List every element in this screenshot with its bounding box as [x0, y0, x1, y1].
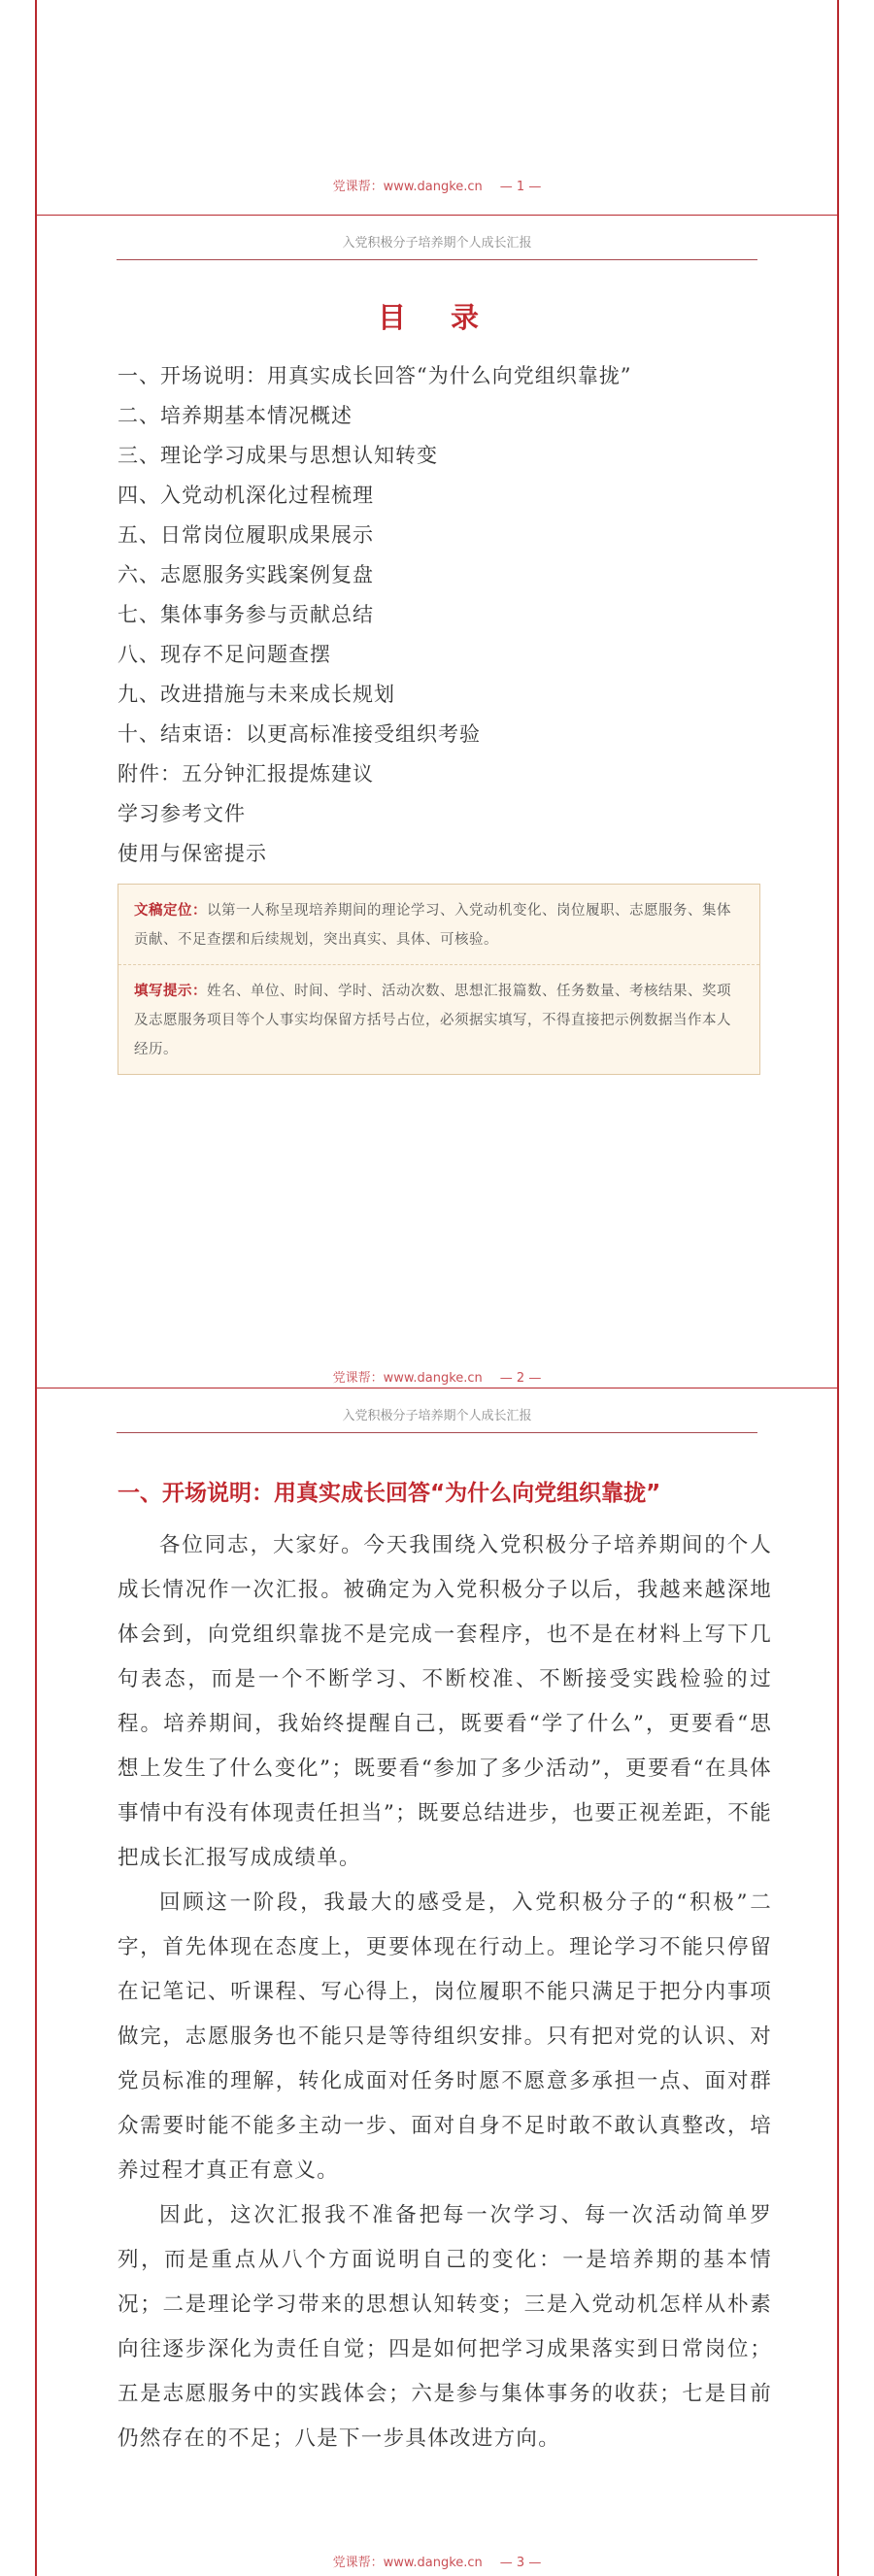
page-2	[35, 216, 839, 1388]
toc-item[interactable]: 一、开场说明：用真实成长回答“为什么向党组织靠拢”	[118, 364, 632, 387]
note-label: 填写提示：	[134, 983, 207, 999]
toc-item[interactable]: 六、志愿服务实践案例复盘	[118, 563, 374, 586]
page-footer	[37, 176, 837, 194]
page-footer	[37, 1367, 837, 1386]
section-title: 一、开场说明：用真实成长回答“为什么向党组织靠拢”	[118, 1481, 661, 1506]
note-text: 以第一人称呈现培养期间的理论学习、入党动机变化、岗位履职、志愿服务、集体贡献、不足查摆和后续规划，突出真实、具体、可核验。	[134, 903, 731, 948]
page-footer	[37, 2552, 837, 2570]
note-box	[118, 884, 760, 1075]
section-body	[118, 1523, 772, 2461]
page-number: — 2 —	[499, 1371, 542, 1386]
footer-site: 党课帮：www.dangke.cn	[332, 2556, 483, 2570]
toc-item[interactable]: 二、培养期基本情况概述	[118, 404, 353, 427]
toc-item[interactable]: 附件：五分钟汇报提炼建议	[118, 762, 374, 786]
toc-title: 目 录	[377, 301, 497, 334]
toc-item[interactable]: 学习参考文件	[118, 802, 246, 825]
note-label: 文稿定位：	[134, 902, 207, 919]
paragraph: 因此，这次汇报我不准备把每一次学习、每一次活动简单罗列，而是重点从八个方面说明自己的变化：一是培养期的基本情况；二是理论学习带来的思想认知转变；三是入党动机怎样从朴素向往逐步深化为责任自觉；四是如何把学习成果落实到日常岗位；五是志愿服务中的实践体会；六是参与集体事务的收获；七是目前仍然存在的不足；八是下一步具体改进方向。	[118, 2203, 772, 2451]
toc-item[interactable]: 四、入党动机深化过程梳理	[118, 484, 374, 507]
toc-item[interactable]: 五、日常岗位履职成果展示	[118, 523, 374, 547]
paragraph: 回顾这一阶段，我最大的感受是，入党积极分子的“积极”二字，首先体现在态度上，更要体现在行动上。理论学习不能只停留在记笔记、听课程、写心得上，岗位履职不能只满足于把分内事项做完，志愿服务也不能只是等待组织安排。只有把对党的认识、对党员标准的理解，转化成面对任务时愿不愿意多承担一点、面对群众需要时能不能多主动一步、面对自身不足时敢不敢认真整改，培养过程才真正有意义。	[118, 1890, 772, 2183]
toc-item[interactable]: 七、集体事务参与贡献总结	[118, 603, 374, 626]
toc-item[interactable]: 十、结束语：以更高标准接受组织考验	[118, 722, 481, 746]
footer-site: 党课帮：www.dangke.cn	[332, 180, 483, 194]
toc-item[interactable]: 三、理论学习成果与思想认知转变	[118, 444, 438, 467]
page-number: — 3 —	[499, 2556, 542, 2570]
page-1	[35, 0, 839, 216]
paragraph: 各位同志，大家好。今天我围绕入党积极分子培养期间的个人成长情况作一次汇报。被确定为入党积极分子以后，我越来越深地体会到，向党组织靠拢不是完成一套程序，也不是在材料上写下几句表态，而是一个不断学习、不断校准、不断接受实践检验的过程。培养期间，我始终提醒自己，既要看“学了什么”，更要看“思想上发生了什么变化”；既要看“参加了多少活动”，更要看“在具体事情中有没有体现责任担当”；既要总结进步，也要正视差距，不能把成长汇报写成成绩单。	[118, 1533, 772, 1870]
positioning-note	[118, 885, 759, 964]
running-header: 入党积极分子培养期个人成长汇报	[117, 232, 757, 260]
page-number: — 1 —	[499, 180, 542, 194]
toc-item[interactable]: 八、现存不足问题查摆	[118, 643, 331, 666]
note-text: 姓名、单位、时间、学时、活动次数、思想汇报篇数、任务数量、考核结果、奖项及志愿服务项目等个人事实均保留方括号占位，必须据实填写，不得直接把示例数据当作本人经历。	[134, 984, 731, 1057]
toc-list	[118, 356, 631, 874]
running-header: 入党积极分子培养期个人成长汇报	[117, 1405, 757, 1433]
toc-item[interactable]: 使用与保密提示	[118, 842, 267, 865]
toc-item[interactable]: 九、改进措施与未来成长规划	[118, 683, 395, 706]
filling-note	[118, 964, 759, 1074]
footer-site: 党课帮：www.dangke.cn	[332, 1371, 483, 1386]
page-3	[35, 1388, 839, 2576]
